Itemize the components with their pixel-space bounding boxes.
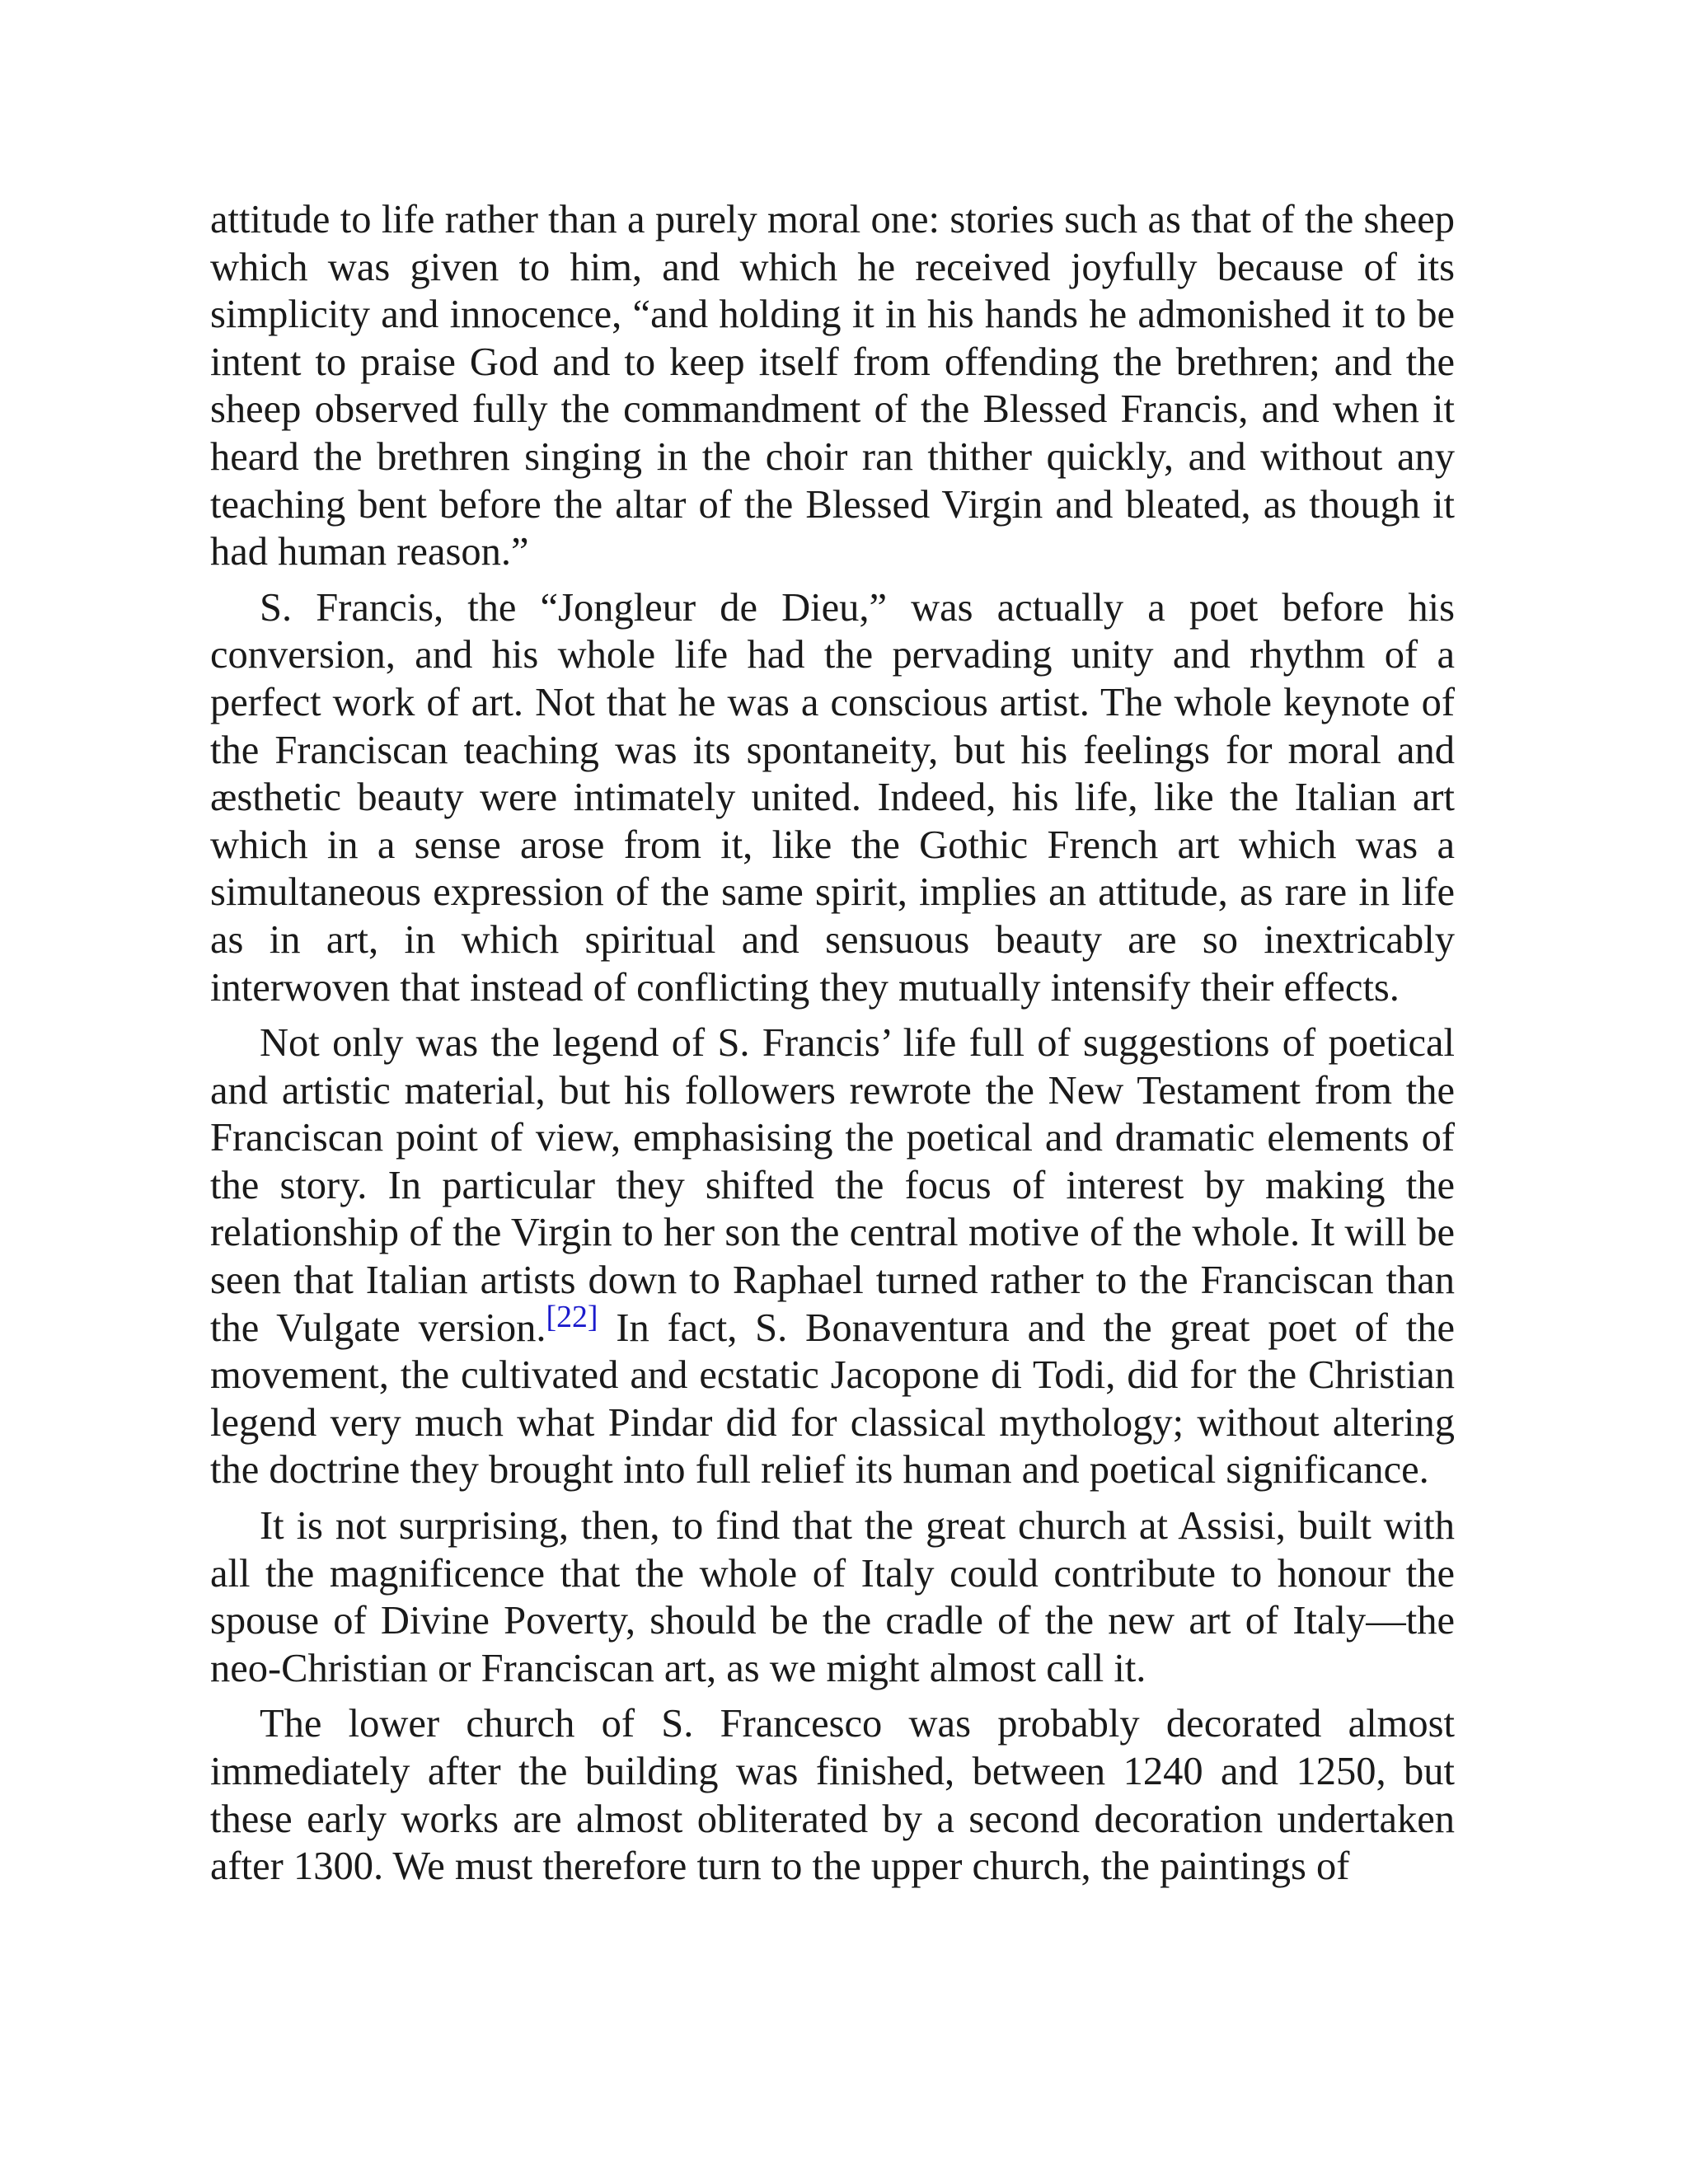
paragraph-text-before-footnote: Not only was the legend of S. Francis’ life full of suggestions of poetical and artistic material, but his followers rewrote the New Testament from the Franciscan point of view, emphasising the poetical and dramatic elements of the story. In particular they shifted the focus of interest by making the relationship of the Virgin to her son the central motive of the whole. It will be seen that Italian artists down to Raphael turned rather to the Franciscan than the Vulgate version. [210, 1021, 1455, 1350]
page-body [210, 196, 1455, 1899]
paragraph-franciscan-new-testament [210, 1019, 1455, 1494]
paragraph-lower-church: The lower church of S. Francesco was probably decorated almost immediately after the building was finished, between 1240 and 1250, but these early works are almost obliterated by a second decoration undertaken after 1300. We must therefore turn to the upper church, the paintings of [210, 1702, 1455, 1889]
paragraph-text-after-footnote: In fact, S. Bonaventura and the great poet of the movement, the cultivated and ecstatic Jacopone di Todi, did for the Christian legend very much what Pindar did for classical mythology; without altering the doctrine they brought into full relief its human and poetical significance. [210, 1305, 1455, 1493]
paragraph-sheep-story: attitude to life rather than a purely moral one: stories such as that of the sheep which was given to him, and which he received joyfully because of its simplicity and innocence, “and holding it in his hands he admonished it to be intent to praise God and to keep itself from offending the brethren; and the sheep observed fully the commandment of the Blessed Francis, and when it heard the brethren singing in the choir ran thither quickly, and without any teaching bent before the altar of the Blessed Virgin and bleated, as though it had human reason.” [210, 198, 1455, 574]
footnote-link-22[interactable]: [22] [546, 1299, 598, 1334]
paragraph-assisi-church: It is not surprising, then, to find that the great church at Assisi, built with all the magnificence that the whole of Italy could contribute to honour the spouse of Divine Poverty, should be the cradle of the new art of Italy—the neo-Christian or Franciscan art, as we might almost call it. [210, 1504, 1455, 1690]
paragraph-jongleur-de-dieu: S. Francis, the “Jongleur de Dieu,” was actually a poet before his conversion, and his whole life had the pervading unity and rhythm of a perfect work of art. Not that he was a conscious artist. The whole keynote of the Franciscan teaching was its spontaneity, but his feelings for moral and æsthetic beauty were intimately united. Indeed, his life, like the Italian art which in a sense arose from it, like the Gothic French art which was a simultaneous expression of the same spirit, implies an attitude, as rare in life as in art, in which spiritual and sensuous beauty are so inextricably interwoven that instead of conflicting they mutually intensify their effects. [210, 585, 1455, 1010]
